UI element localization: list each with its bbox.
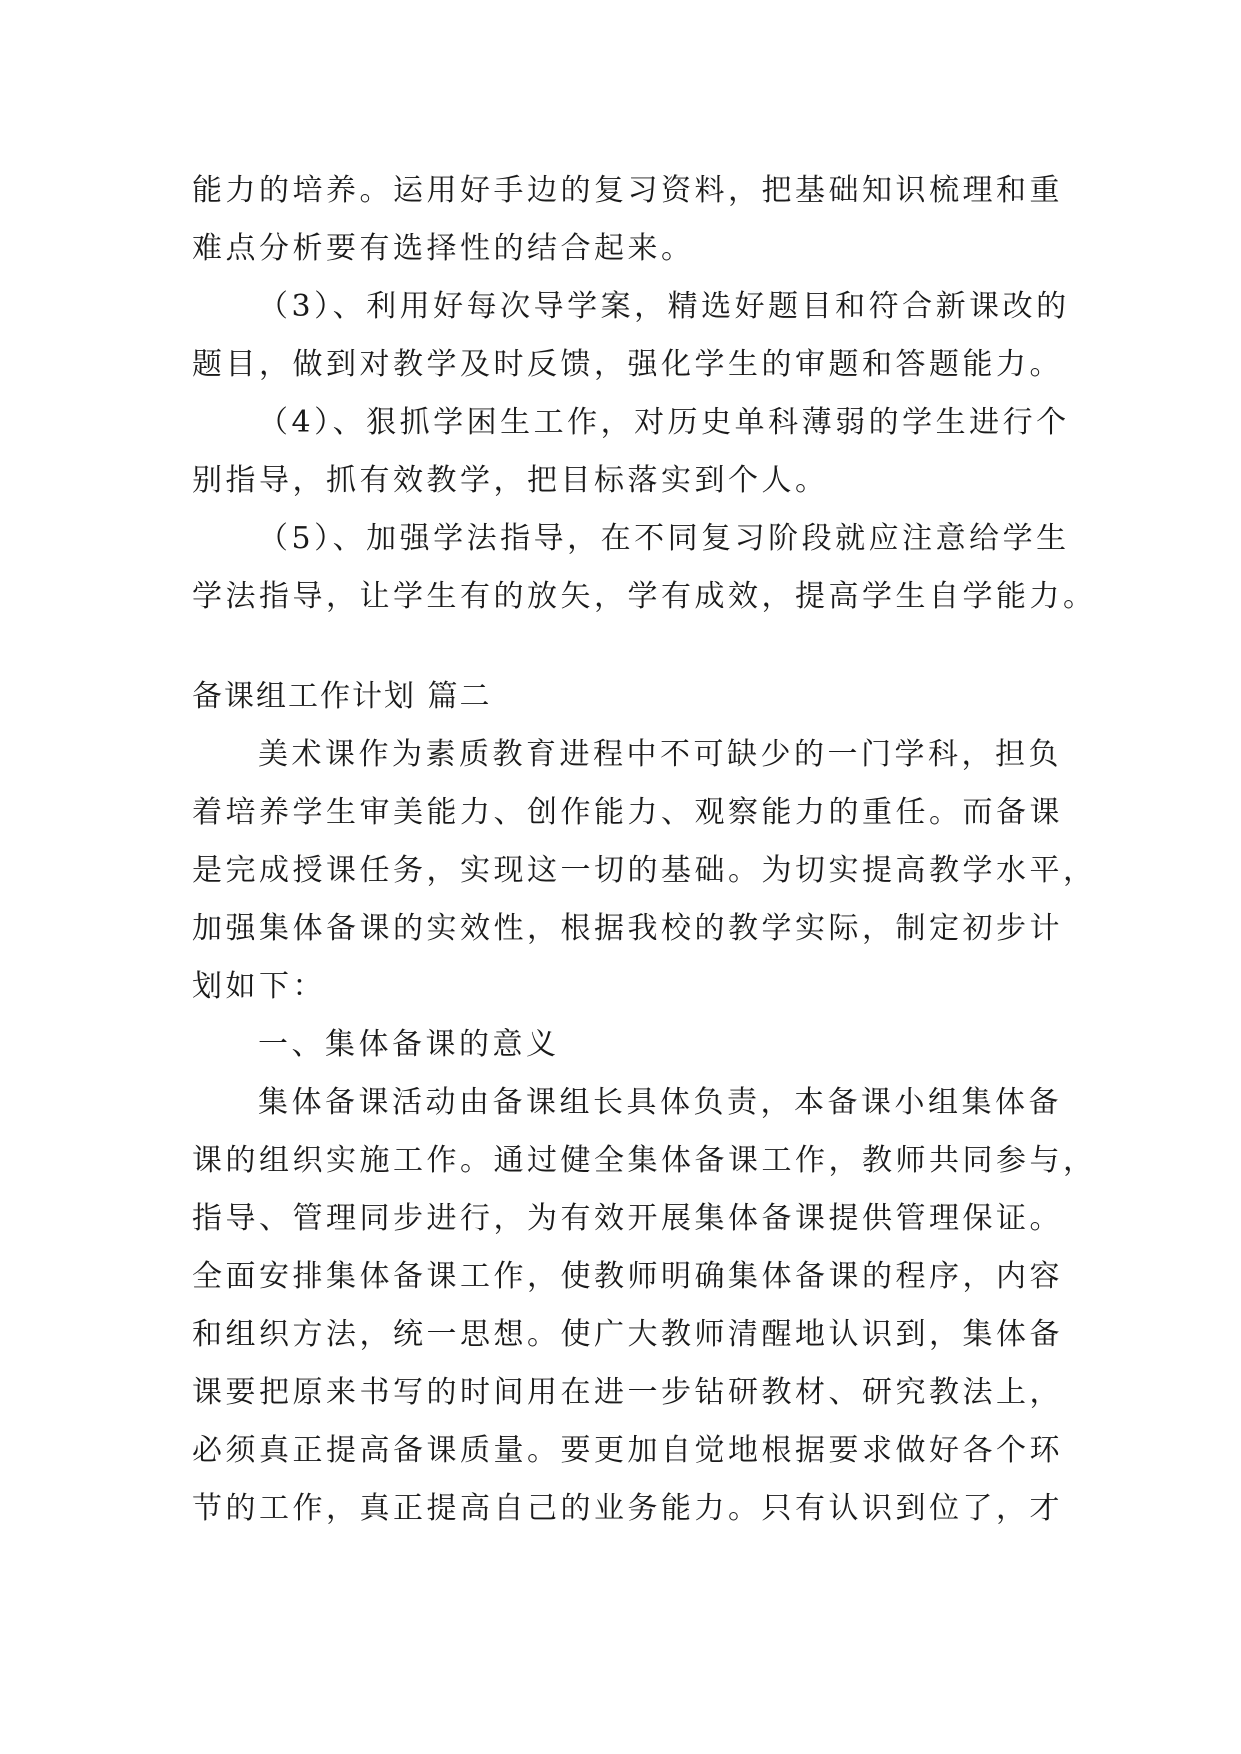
paragraph-group-review-methods [192,162,1097,626]
text-line: 别指导，抓有效教学，把目标落实到个人。 [192,463,829,498]
text-line: 题目，做到对教学及时反馈，强化学生的审题和答题能力。 [192,347,1063,382]
text-line: 学法指导，让学生有的放矢，学有成效，提高学生自学能力。 [192,579,1097,614]
text-line: 和组织方法，统一思想。使广大教师清醒地认识到，集体备 [192,1317,1063,1352]
document-body [192,162,1097,1538]
text-line: （4）、狠抓学困生工作，对历史单科薄弱的学生进行个 [258,405,1070,440]
text-line: 课要把原来书写的时间用在进一步钻研教材、研究教法上， [192,1375,1063,1410]
text-line: 着培养学生审美能力、创作能力、观察能力的重任。而备课 [192,795,1063,830]
text-line: 集体备课活动由备课组长具体负责，本备课小组集体备 [258,1085,1062,1120]
text-line: 美术课作为素质教育进程中不可缺少的一门学科，担负 [258,737,1062,772]
paragraph-group-art-plan [192,726,1097,1538]
text-line: 划如下： [192,969,326,1004]
text-line: （5）、加强学法指导，在不同复习阶段就应注意给学生 [258,521,1070,556]
text-line: 节的工作，真正提高自己的业务能力。只有认识到位了，才 [192,1491,1063,1526]
text-line: 难点分析要有选择性的结合起来。 [192,231,695,266]
text-line: 一、集体备课的意义 [258,1027,560,1062]
text-line: 必须真正提高备课质量。要更加自觉地根据要求做好各个环 [192,1433,1063,1468]
text-line: 指导、管理同步进行，为有效开展集体备课提供管理保证。 [192,1201,1063,1236]
text-line: 课的组织实施工作。通过健全集体备课工作，教师共同参与， [192,1143,1097,1178]
text-line: 全面安排集体备课工作，使教师明确集体备课的程序，内容 [192,1259,1063,1294]
text-line: 加强集体备课的实效性，根据我校的教学实际，制定初步计 [192,911,1063,946]
section-gap [192,626,1052,668]
text-line: 能力的培养。运用好手边的复习资料，把基础知识梳理和重 [192,173,1063,208]
section-title: 备课组工作计划 篇二 [192,679,492,714]
text-line: （3）、利用好每次导学案，精选好题目和符合新课改的 [258,289,1070,324]
text-line: 是完成授课任务，实现这一切的基础。为切实提高教学水平， [192,853,1097,888]
